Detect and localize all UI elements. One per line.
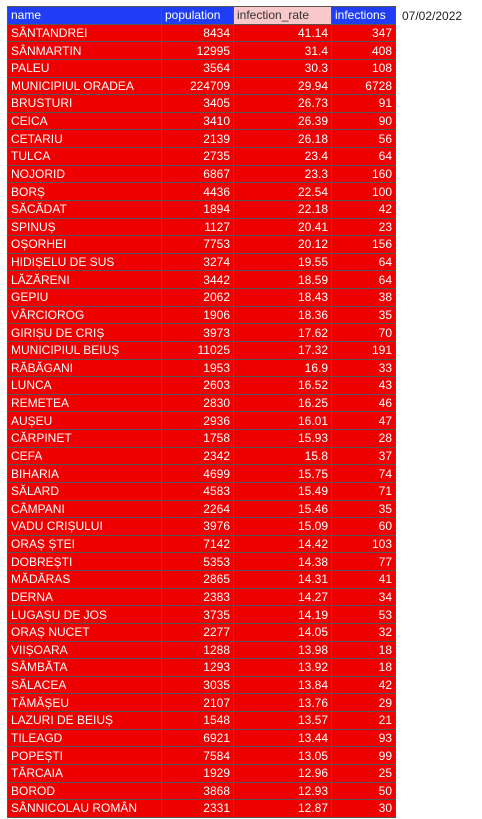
table-row (8, 200, 396, 218)
infection-rate-cell[interactable]: 15.46 (234, 500, 332, 518)
table-row (8, 712, 396, 730)
table-row (8, 782, 396, 800)
infections-cell[interactable]: 32 (332, 623, 396, 641)
infections-cell[interactable]: 29 (332, 694, 396, 712)
name-cell[interactable]: VADU CRIȘULUI (8, 518, 162, 536)
table-row (8, 324, 396, 342)
infections-cell[interactable]: 50 (332, 782, 396, 800)
table-row (8, 518, 396, 536)
infections-cell[interactable]: 28 (332, 430, 396, 448)
population-cell[interactable]: 2383 (162, 588, 234, 606)
population-cell[interactable]: 2264 (162, 500, 234, 518)
name-cell[interactable]: BIHARIA (8, 465, 162, 483)
population-cell[interactable]: 8434 (162, 24, 234, 42)
population-cell[interactable]: 3274 (162, 253, 234, 271)
infection-rate-cell[interactable]: 26.73 (234, 95, 332, 113)
infection-rate-cell[interactable]: 20.41 (234, 218, 332, 236)
name-cell[interactable]: MUNICIPIUL BEIUȘ (8, 341, 162, 359)
infection-rate-cell[interactable]: 26.18 (234, 130, 332, 148)
infection-rate-cell[interactable]: 13.44 (234, 729, 332, 747)
infections-cell[interactable]: 30 (332, 800, 396, 818)
population-cell[interactable]: 2139 (162, 130, 234, 148)
infection-rate-cell[interactable]: 23.4 (234, 148, 332, 166)
infections-cell[interactable]: 93 (332, 729, 396, 747)
infections-cell[interactable]: 60 (332, 518, 396, 536)
table-row (8, 659, 396, 677)
population-cell[interactable]: 1953 (162, 359, 234, 377)
infection-rate-cell[interactable]: 16.01 (234, 412, 332, 430)
name-cell[interactable]: OȘORHEI (8, 236, 162, 254)
infection-rate-cell[interactable]: 26.39 (234, 112, 332, 130)
column-header-infections[interactable]: infections (332, 7, 396, 25)
population-cell[interactable]: 1293 (162, 659, 234, 677)
table-row (8, 148, 396, 166)
name-cell[interactable]: SÂMBĂTA (8, 659, 162, 677)
table-row (8, 447, 396, 465)
population-cell[interactable]: 2277 (162, 623, 234, 641)
population-cell[interactable]: 7753 (162, 236, 234, 254)
infection-rate-cell[interactable]: 13.57 (234, 712, 332, 730)
population-cell[interactable]: 2107 (162, 694, 234, 712)
header-row (8, 7, 396, 25)
population-cell[interactable]: 4436 (162, 183, 234, 201)
infections-cell[interactable]: 77 (332, 553, 396, 571)
population-cell[interactable]: 1906 (162, 306, 234, 324)
name-cell[interactable]: AUȘEU (8, 412, 162, 430)
infections-cell[interactable]: 156 (332, 236, 396, 254)
infection-rate-cell[interactable]: 17.32 (234, 341, 332, 359)
population-cell[interactable]: 1548 (162, 712, 234, 730)
name-cell[interactable]: CEFA (8, 447, 162, 465)
table-row (8, 183, 396, 201)
table-row (8, 430, 396, 448)
table-row (8, 553, 396, 571)
infection-rate-cell[interactable]: 14.19 (234, 606, 332, 624)
population-cell[interactable]: 2603 (162, 377, 234, 395)
population-cell[interactable]: 11025 (162, 341, 234, 359)
population-cell[interactable]: 3976 (162, 518, 234, 536)
name-cell[interactable]: SÂNTANDREI (8, 24, 162, 42)
infections-cell[interactable]: 43 (332, 377, 396, 395)
population-cell[interactable]: 1929 (162, 764, 234, 782)
population-cell[interactable]: 2342 (162, 447, 234, 465)
population-cell[interactable]: 224709 (162, 77, 234, 95)
population-cell[interactable]: 4699 (162, 465, 234, 483)
population-cell[interactable]: 3735 (162, 606, 234, 624)
name-cell[interactable]: CĂRPINET (8, 430, 162, 448)
name-cell[interactable]: SĂCĂDAT (8, 200, 162, 218)
table-row (8, 482, 396, 500)
table-row (8, 588, 396, 606)
infections-cell[interactable]: 71 (332, 482, 396, 500)
table-row (8, 412, 396, 430)
population-cell[interactable]: 1127 (162, 218, 234, 236)
table-row (8, 641, 396, 659)
infections-cell[interactable]: 21 (332, 712, 396, 730)
population-cell[interactable]: 2936 (162, 412, 234, 430)
name-cell[interactable]: VÂRCIOROG (8, 306, 162, 324)
infections-cell[interactable]: 33 (332, 359, 396, 377)
name-cell[interactable]: CETARIU (8, 130, 162, 148)
table-row (8, 306, 396, 324)
infections-cell[interactable]: 53 (332, 606, 396, 624)
name-cell[interactable]: VIIȘOARA (8, 641, 162, 659)
infection-rate-cell[interactable]: 12.93 (234, 782, 332, 800)
population-cell[interactable]: 12995 (162, 42, 234, 60)
infection-rate-cell[interactable]: 15.75 (234, 465, 332, 483)
infections-cell[interactable]: 25 (332, 764, 396, 782)
infections-cell[interactable]: 160 (332, 165, 396, 183)
infection-rate-cell[interactable]: 31.4 (234, 42, 332, 60)
population-cell[interactable]: 3564 (162, 59, 234, 77)
name-cell[interactable]: LĂZĂRENI (8, 271, 162, 289)
infections-cell[interactable]: 42 (332, 676, 396, 694)
name-cell[interactable]: HIDIȘELU DE SUS (8, 253, 162, 271)
population-cell[interactable]: 3405 (162, 95, 234, 113)
infection-rate-cell[interactable]: 22.54 (234, 183, 332, 201)
infection-rate-cell[interactable]: 14.31 (234, 571, 332, 589)
date-label[interactable]: 07/02/2022 (402, 9, 463, 23)
table-row (8, 535, 396, 553)
table-row (8, 465, 396, 483)
infection-rate-cell[interactable]: 14.05 (234, 623, 332, 641)
table-row (8, 42, 396, 60)
table-row (8, 24, 396, 42)
infections-cell[interactable]: 64 (332, 253, 396, 271)
table-row (8, 95, 396, 113)
table-row (8, 747, 396, 765)
infections-cell[interactable]: 35 (332, 500, 396, 518)
population-cell[interactable]: 4583 (162, 482, 234, 500)
name-cell[interactable]: POPEȘTI (8, 747, 162, 765)
population-cell[interactable]: 2062 (162, 289, 234, 307)
infection-rate-cell[interactable]: 16.25 (234, 394, 332, 412)
table-row (8, 676, 396, 694)
infection-rate-cell[interactable]: 13.76 (234, 694, 332, 712)
name-cell[interactable]: LAZURI DE BEIUȘ (8, 712, 162, 730)
name-cell[interactable]: CÂMPANI (8, 500, 162, 518)
infection-rate-cell[interactable]: 18.36 (234, 306, 332, 324)
name-cell[interactable]: TĂRCAIA (8, 764, 162, 782)
name-cell[interactable]: SÂNNICOLAU ROMÂN (8, 800, 162, 818)
infections-cell[interactable]: 74 (332, 465, 396, 483)
population-cell[interactable]: 1758 (162, 430, 234, 448)
infections-cell[interactable]: 37 (332, 447, 396, 465)
infections-cell[interactable]: 191 (332, 341, 396, 359)
name-cell[interactable]: MUNICIPIUL ORADEA (8, 77, 162, 95)
population-cell[interactable]: 5353 (162, 553, 234, 571)
table-row (8, 800, 396, 818)
name-cell[interactable]: SPINUȘ (8, 218, 162, 236)
column-header-infection-rate[interactable]: infection_rate (234, 7, 332, 25)
infections-cell[interactable]: 42 (332, 200, 396, 218)
name-cell[interactable]: SĂLACEA (8, 676, 162, 694)
table-row (8, 253, 396, 271)
population-cell[interactable]: 3868 (162, 782, 234, 800)
infections-cell[interactable]: 99 (332, 747, 396, 765)
infection-rate-cell[interactable]: 12.96 (234, 764, 332, 782)
infection-rate-cell[interactable]: 29.94 (234, 77, 332, 95)
name-cell[interactable]: CEICA (8, 112, 162, 130)
table-row (8, 271, 396, 289)
infection-rate-cell[interactable]: 14.38 (234, 553, 332, 571)
name-cell[interactable]: NOJORID (8, 165, 162, 183)
population-cell[interactable]: 3410 (162, 112, 234, 130)
name-cell[interactable]: MĂDĂRAS (8, 571, 162, 589)
table-row (8, 764, 396, 782)
infections-cell[interactable]: 91 (332, 95, 396, 113)
population-cell[interactable]: 7584 (162, 747, 234, 765)
name-cell[interactable]: GEPIU (8, 289, 162, 307)
infections-cell[interactable]: 64 (332, 271, 396, 289)
infections-cell[interactable]: 90 (332, 112, 396, 130)
table-row (8, 606, 396, 624)
infections-cell[interactable]: 408 (332, 42, 396, 60)
name-cell[interactable]: TULCA (8, 148, 162, 166)
infections-cell[interactable]: 64 (332, 148, 396, 166)
table-row (8, 341, 396, 359)
name-cell[interactable]: PALEU (8, 59, 162, 77)
population-cell[interactable]: 3973 (162, 324, 234, 342)
table-row (8, 165, 396, 183)
name-cell[interactable]: LUNCA (8, 377, 162, 395)
name-cell[interactable]: LUGAȘU DE JOS (8, 606, 162, 624)
infection-rate-cell[interactable]: 15.09 (234, 518, 332, 536)
infection-rate-cell[interactable]: 16.9 (234, 359, 332, 377)
table-row (8, 59, 396, 77)
infections-cell[interactable]: 35 (332, 306, 396, 324)
infection-rate-cell[interactable]: 14.27 (234, 588, 332, 606)
population-cell[interactable]: 2735 (162, 148, 234, 166)
name-cell[interactable]: RĂBĂGANI (8, 359, 162, 377)
infection-rate-cell[interactable]: 12.87 (234, 800, 332, 818)
column-header-population[interactable]: population (162, 7, 234, 25)
name-cell[interactable]: DOBREȘTI (8, 553, 162, 571)
name-cell[interactable]: ORAȘ NUCET (8, 623, 162, 641)
infection-rate-cell[interactable]: 30.3 (234, 59, 332, 77)
population-cell[interactable]: 1288 (162, 641, 234, 659)
name-cell[interactable]: GIRIȘU DE CRIȘ (8, 324, 162, 342)
table-row (8, 623, 396, 641)
table-row (8, 130, 396, 148)
population-cell[interactable]: 6867 (162, 165, 234, 183)
population-cell[interactable]: 2865 (162, 571, 234, 589)
infection-rate-cell[interactable]: 15.8 (234, 447, 332, 465)
infection-rate-cell[interactable]: 13.84 (234, 676, 332, 694)
infection-rate-cell[interactable]: 19.55 (234, 253, 332, 271)
table-row (8, 236, 396, 254)
table-row (8, 500, 396, 518)
name-cell[interactable]: BOROD (8, 782, 162, 800)
column-header-name[interactable]: name (8, 7, 162, 25)
table-row (8, 112, 396, 130)
infections-cell[interactable]: 347 (332, 24, 396, 42)
infection-rate-cell[interactable]: 13.05 (234, 747, 332, 765)
population-cell[interactable]: 3035 (162, 676, 234, 694)
table-row (8, 571, 396, 589)
infection-rate-cell[interactable]: 18.59 (234, 271, 332, 289)
infections-cell[interactable]: 38 (332, 289, 396, 307)
infections-cell[interactable]: 46 (332, 394, 396, 412)
infection-rate-cell[interactable]: 22.18 (234, 200, 332, 218)
name-cell[interactable]: REMETEA (8, 394, 162, 412)
population-cell[interactable]: 6921 (162, 729, 234, 747)
infections-cell[interactable]: 23 (332, 218, 396, 236)
infections-cell[interactable]: 6728 (332, 77, 396, 95)
population-cell[interactable]: 2830 (162, 394, 234, 412)
table-row (8, 359, 396, 377)
population-cell[interactable]: 7142 (162, 535, 234, 553)
name-cell[interactable]: TILEAGD (8, 729, 162, 747)
name-cell[interactable]: BORȘ (8, 183, 162, 201)
infections-cell[interactable]: 103 (332, 535, 396, 553)
table-row (8, 289, 396, 307)
infections-cell[interactable]: 70 (332, 324, 396, 342)
infections-cell[interactable]: 56 (332, 130, 396, 148)
infection-rate-cell[interactable]: 20.12 (234, 236, 332, 254)
infection-rate-cell[interactable]: 13.92 (234, 659, 332, 677)
infection-rate-cell[interactable]: 15.49 (234, 482, 332, 500)
spreadsheet (7, 6, 396, 818)
population-cell[interactable]: 1894 (162, 200, 234, 218)
name-cell[interactable]: BRUSTURI (8, 95, 162, 113)
infection-rate-cell[interactable]: 41.14 (234, 24, 332, 42)
table-body (8, 24, 396, 817)
infections-cell[interactable]: 100 (332, 183, 396, 201)
infections-cell[interactable]: 47 (332, 412, 396, 430)
infections-cell[interactable]: 18 (332, 641, 396, 659)
infections-cell[interactable]: 41 (332, 571, 396, 589)
name-cell[interactable]: SĂLARD (8, 482, 162, 500)
infection-rate-cell[interactable]: 17.62 (234, 324, 332, 342)
table-row (8, 77, 396, 95)
table-row (8, 377, 396, 395)
infection-rate-cell[interactable]: 13.98 (234, 641, 332, 659)
table-row (8, 729, 396, 747)
infection-rate-cell[interactable]: 15.93 (234, 430, 332, 448)
population-cell[interactable]: 3442 (162, 271, 234, 289)
name-cell[interactable]: SÂNMARTIN (8, 42, 162, 60)
table-row (8, 694, 396, 712)
name-cell[interactable]: DERNA (8, 588, 162, 606)
infection-rate-cell[interactable]: 16.52 (234, 377, 332, 395)
table-row (8, 218, 396, 236)
infection-rate-cell[interactable]: 18.43 (234, 289, 332, 307)
infections-cell[interactable]: 34 (332, 588, 396, 606)
table-row (8, 394, 396, 412)
infection-rate-cell[interactable]: 14.42 (234, 535, 332, 553)
infections-cell[interactable]: 108 (332, 59, 396, 77)
infection-rate-cell[interactable]: 23.3 (234, 165, 332, 183)
infections-cell[interactable]: 18 (332, 659, 396, 677)
population-cell[interactable]: 2331 (162, 800, 234, 818)
name-cell[interactable]: TĂMĂȘEU (8, 694, 162, 712)
infection-table (7, 6, 396, 818)
name-cell[interactable]: ORAȘ ȘTEI (8, 535, 162, 553)
